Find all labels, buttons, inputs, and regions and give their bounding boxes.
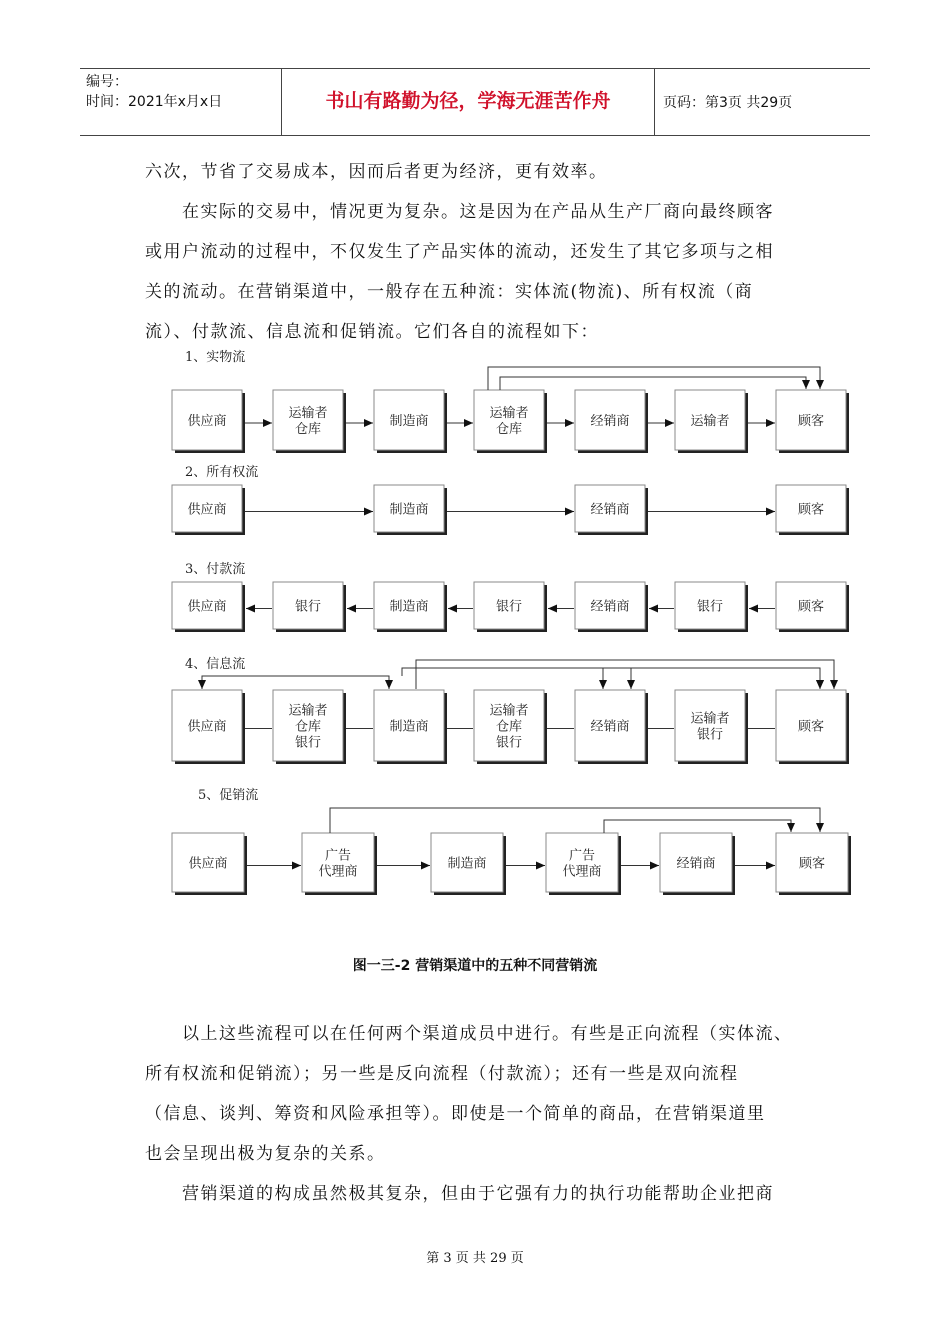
header-page-code: 页码：第3页 共29页 (663, 95, 793, 111)
flow-node (172, 390, 245, 453)
connector-line (402, 668, 603, 689)
node-label: 代理商 (318, 864, 358, 880)
node-label: 制造商 (389, 719, 429, 735)
flow-node (575, 390, 648, 453)
node-label: 仓库 (294, 422, 322, 437)
connector-line (488, 367, 820, 390)
node-label: 供应商 (187, 414, 227, 429)
flow-title: 3、付款流 (185, 562, 246, 577)
flow-node (474, 390, 547, 453)
node-label: 制造商 (389, 502, 429, 518)
flow-node (474, 690, 547, 764)
flow-node (776, 690, 849, 764)
figure-caption: 图一三-2 营销渠道中的五种不同营销流 (352, 958, 598, 974)
flow-node (575, 485, 648, 535)
text-line: 所有权流和促销流）；另一些是反向流程（付款流）；还有一些是双向流程 (145, 1064, 739, 1084)
node-label: 代理商 (562, 864, 602, 880)
node-label: 经销商 (590, 414, 630, 429)
flow-node (474, 582, 547, 632)
flow-node (273, 690, 346, 764)
node-label: 顾客 (797, 719, 825, 735)
node-label: 经销商 (590, 599, 630, 615)
node-label: 经销商 (676, 856, 716, 872)
flow-node (273, 390, 346, 453)
text-line: 营销渠道的构成虽然极其复杂，但由于它强有力的执行功能帮助企业把商 (145, 1184, 774, 1204)
node-label: 供应商 (187, 719, 227, 735)
node-label: 供应商 (187, 502, 227, 518)
connector-line (604, 820, 791, 833)
flow-node (172, 690, 245, 764)
text-line: 以上这些流程可以在任何两个渠道成员中进行。有些是正向流程（实体流、 (145, 1024, 793, 1044)
connector-line (416, 660, 834, 689)
flow-node (302, 833, 377, 895)
document-time-label: 时间：2021年x月x日 (86, 94, 223, 110)
flow-node (374, 485, 447, 535)
node-label: 运输者 (489, 703, 529, 719)
flow-node (675, 582, 748, 632)
node-label: 广告 (568, 848, 596, 864)
node-label: 运输者 (288, 703, 328, 719)
flow-node (776, 833, 851, 895)
node-label: 顾客 (797, 414, 825, 429)
node-label: 制造商 (389, 414, 429, 429)
node-label: 银行 (495, 599, 523, 615)
text-line: 流）、付款流、信息流和促销流。它们各自的流程如下： (145, 322, 599, 342)
flow-node (172, 582, 245, 632)
node-label: 顾客 (797, 599, 825, 615)
flow-node (374, 582, 447, 632)
connector-line (402, 668, 820, 689)
flow-title: 1、实物流 (185, 350, 246, 365)
node-label: 顾客 (797, 502, 825, 518)
node-label: 广告 (324, 848, 352, 864)
node-label: 经销商 (590, 502, 630, 518)
node-label: 运输者 (690, 711, 730, 727)
flow-node (675, 690, 748, 764)
node-label: 银行 (696, 727, 724, 743)
flow-title: 4、信息流 (185, 657, 246, 672)
document-number-label: 编号： (86, 74, 128, 90)
text-line: （信息、谈判、筹资和风险承担等）。即使是一个简单的商品，在营销渠道里 (145, 1104, 766, 1124)
flow-node (575, 690, 648, 764)
page-footer: 第 3 页 共 29 页 (426, 1251, 524, 1266)
node-label: 经销商 (590, 719, 630, 735)
flow-node (575, 582, 648, 632)
text-line: 或用户流动的过程中，不仅发生了产品实体的流动，还发生了其它多项与之相 (145, 242, 774, 262)
text-line: 关的流动。在营销渠道中，一般存在五种流：实体流(物流)、所有权流（商 (145, 282, 754, 302)
node-label: 制造商 (447, 856, 487, 872)
flow-node (374, 390, 447, 453)
flow-node (546, 833, 621, 895)
flow-node (431, 833, 506, 895)
flow-node (776, 390, 849, 453)
node-label: 顾客 (798, 856, 826, 872)
flow-node (374, 690, 447, 764)
node-label: 供应商 (187, 599, 227, 615)
body-paragraph-2 (145, 1014, 810, 1214)
text-line: 六次，节省了交易成本，因而后者更为经济，更有效率。 (145, 162, 608, 182)
header-motto: 书山有路勤为径，学海无涯苦作舟 (325, 90, 611, 112)
connector-line (500, 377, 806, 390)
flow-node (660, 833, 735, 895)
node-label: 运输者 (489, 406, 529, 421)
text-line: 在实际的交易中，情况更为复杂。这是因为在产品从生产厂商向最终顾客 (145, 202, 774, 222)
node-label: 仓库 (495, 719, 523, 735)
flow-title: 5、促销流 (198, 788, 259, 803)
node-label: 银行 (294, 599, 322, 615)
node-label: 银行 (495, 735, 523, 751)
node-label: 银行 (294, 735, 322, 751)
node-label: 运输者 (690, 414, 730, 429)
flow-title: 2、所有权流 (185, 465, 259, 480)
node-label: 运输者 (288, 406, 328, 421)
node-label: 制造商 (389, 599, 429, 615)
flow-node (776, 485, 849, 535)
flow-node (172, 485, 245, 535)
flow-node (776, 582, 849, 632)
node-label: 仓库 (294, 719, 322, 735)
connector-line (202, 676, 389, 689)
flow-node (675, 390, 748, 453)
node-label: 仓库 (495, 422, 523, 437)
flow-node (273, 582, 346, 632)
text-line: 也会呈现出极为复杂的关系。 (145, 1144, 386, 1164)
node-label: 银行 (696, 599, 724, 615)
node-label: 供应商 (188, 856, 228, 872)
flow-node (172, 833, 247, 895)
